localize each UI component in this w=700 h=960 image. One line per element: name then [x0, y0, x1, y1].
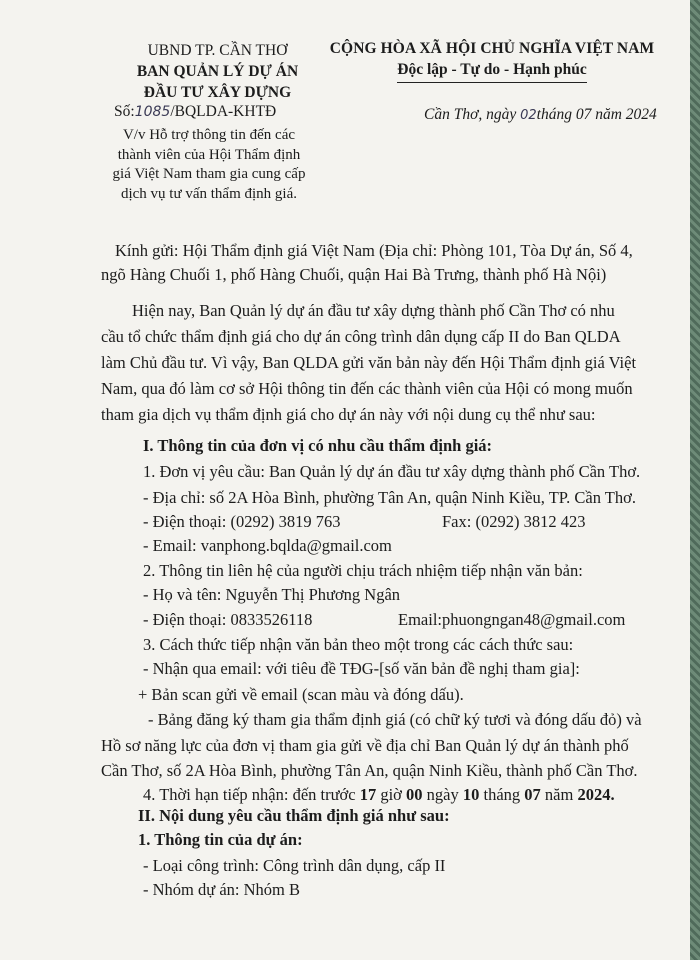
subject-line: thành viên của Hội Thẩm định: [117, 146, 301, 163]
national-header: [322, 38, 662, 83]
section-1-title: I. Thông tin của đơn vị có nhu cầu thẩm định giá:: [143, 436, 493, 455]
deadline: [143, 785, 615, 805]
issuer-name-line2: ĐẦU TƯ XÂY DỰNG: [143, 84, 292, 101]
issuer-name-line1: BAN QUẢN LÝ DỰ ÁN: [136, 63, 299, 80]
contact-phone: - Điện thoại: 0833526118: [143, 610, 313, 629]
issuer-parent: UBND TP. CẦN THƠ: [147, 42, 288, 59]
unit-phone: - Điện thoại: (0292) 3819 763: [143, 512, 341, 531]
intro-line: làm Chủ đầu tư. Vì vậy, Ban QLDA gửi văn bản này đến Hội Thẩm định giá Việt: [101, 353, 637, 372]
contact-heading: 2. Thông tin liên hệ của người chịu trách nhiệm tiếp nhận văn bản:: [143, 561, 583, 580]
recipient-line: ngõ Hàng Chuối 1, phố Hàng Chuối, quận Hai Bà Trưng, thành phố Hà Nội): [101, 265, 607, 284]
registration-line: Hồ sơ năng lực của đơn vị tham gia gửi về địa chỉ Ban Quản lý dự án thành phố: [101, 736, 629, 755]
deadline-prefix: 4. Thời hạn tiếp nhận: đến trước: [143, 785, 356, 804]
background-edge: [690, 0, 700, 960]
nation-title: CỘNG HÒA XÃ HỘI CHỦ NGHĨA VIỆT NAM: [329, 40, 655, 57]
number-prefix: Số:: [114, 103, 135, 120]
project-info-heading: 1. Thông tin của dự án:: [138, 830, 303, 849]
unit-address: - Địa chỉ: số 2A Hòa Bình, phường Tân An, quận Ninh Kiều, TP. Cần Thơ.: [143, 488, 636, 507]
number-suffix: /BQLDA-KHTĐ: [170, 103, 277, 120]
intro-line: tham gia dịch vụ thẩm định giá cho dự án này với nội dung cụ thể như sau:: [101, 405, 596, 424]
deadline-month: 07: [524, 785, 541, 804]
deadline-year-label: năm: [544, 785, 574, 804]
project-group: - Nhóm dự án: Nhóm B: [143, 880, 300, 899]
scan-instruction: + Bản scan gửi về email (scan màu và đóng dấu).: [138, 685, 464, 704]
deadline-month-label: tháng: [483, 785, 521, 804]
deadline-hour-label: giờ: [380, 785, 402, 804]
requesting-unit: 1. Đơn vị yêu cầu: Ban Quản lý dự án đầu tư xây dựng thành phố Cần Thơ.: [143, 462, 641, 481]
deadline-day: 10: [462, 785, 480, 804]
contact-email: Email:phuongngan48@gmail.com: [398, 610, 626, 629]
contact-name: - Họ và tên: Nguyễn Thị Phương Ngân: [143, 585, 401, 604]
date-suffix: tháng 07 năm 2024: [536, 106, 657, 123]
document-number: [114, 103, 276, 121]
deadline-hour: 17: [359, 785, 377, 804]
deadline-day-label: ngày: [426, 785, 459, 804]
receipt-methods: 3. Cách thức tiếp nhận văn bản theo một trong các cách thức sau:: [143, 635, 574, 654]
unit-email: - Email: vanphong.bqlda@gmail.com: [143, 536, 392, 555]
date-line: [424, 106, 657, 124]
motto: Độc lập - Tự do - Hạnh phúc: [397, 59, 586, 83]
project-type: - Loại công trình: Công trình dân dụng, cấp II: [143, 856, 446, 875]
number-handwritten: 1085: [134, 104, 171, 120]
recipient-line: Kính gửi: Hội Thẩm định giá Việt Nam (Địa chỉ: Phòng 101, Tòa Dự án, Số 4,: [115, 241, 633, 260]
subject-line: V/v Hỗ trợ thông tin đến các: [122, 127, 296, 143]
subject-line: dịch vụ tư vấn thẩm định giá.: [120, 185, 297, 202]
intro-line: Nam, qua đó làm cơ sở Hội thông tin đến các thành viên của Hội có mong muốn: [101, 379, 633, 398]
section-2-title: II. Nội dung yêu cầu thẩm định giá như sau:: [138, 806, 450, 825]
intro-line: cầu tổ chức thẩm định giá cho dự án công trình dân dụng cấp II do Ban QLDA: [101, 327, 621, 346]
subject-block: [104, 126, 314, 204]
registration-line: - Bảng đăng ký tham gia thẩm định giá (có chữ ký tươi và đóng dấu đỏ) và: [148, 710, 642, 729]
deadline-minute: 00: [406, 785, 423, 804]
issuer-block: [100, 40, 335, 103]
intro-line: Hiện nay, Ban Quản lý dự án đầu tư xây dựng thành phố Cần Thơ có nhu: [132, 301, 615, 320]
date-day: 02: [520, 108, 537, 123]
registration-line: Cần Thơ, số 2A Hòa Bình, phường Tân An, quận Ninh Kiều, thành phố Cần Thơ.: [101, 761, 638, 780]
subject-line: giá Việt Nam tham gia cung cấp: [112, 166, 306, 182]
unit-fax: Fax: (0292) 3812 423: [442, 512, 586, 531]
deadline-year: 2024.: [577, 785, 615, 804]
receipt-via-email: - Nhận qua email: với tiêu đề TĐG-[số văn bản đề nghị tham gia]:: [143, 659, 580, 678]
date-prefix: Cần Thơ, ngày: [424, 106, 517, 123]
